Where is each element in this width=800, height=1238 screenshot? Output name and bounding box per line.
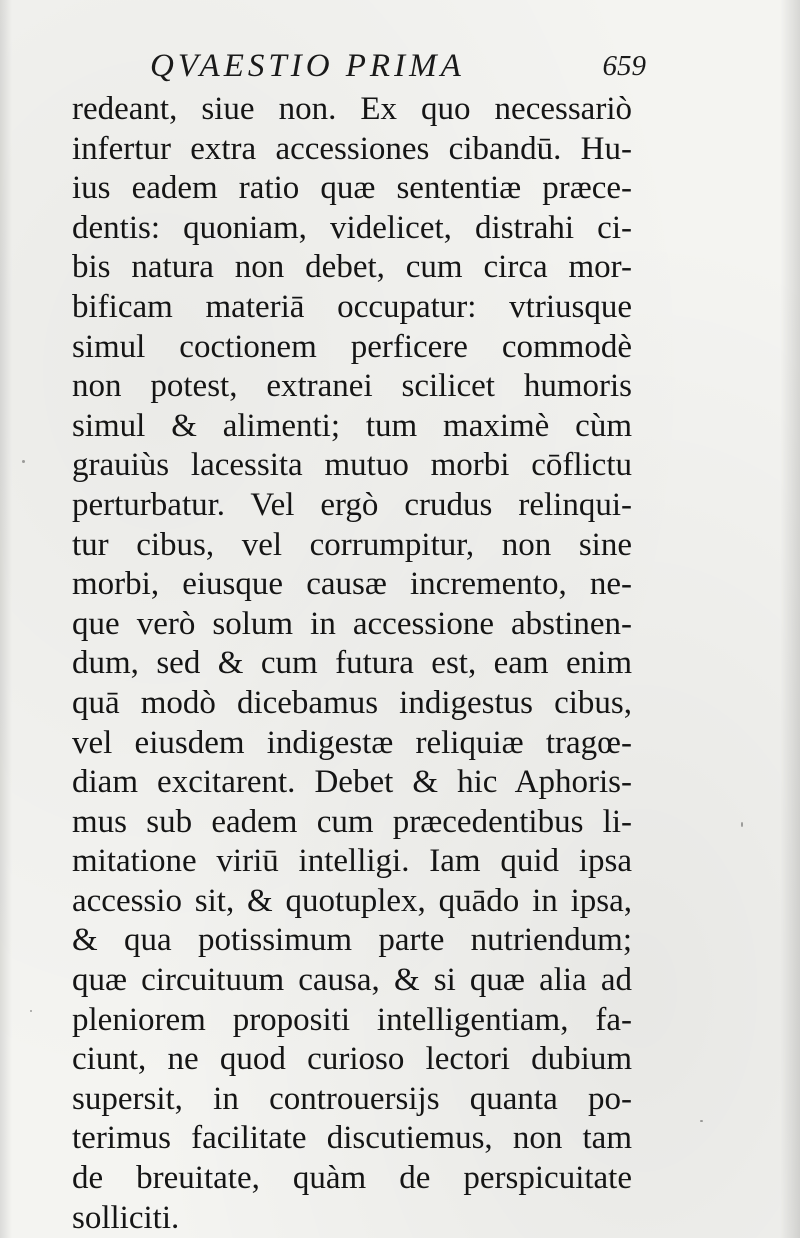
text-line: solliciti. bbox=[72, 1199, 180, 1236]
text-line: mitatione viriū intelligi. Iam quid ipsa bbox=[72, 843, 632, 880]
text-line: supersit, in controuersijs quanta po- bbox=[72, 1080, 632, 1117]
text-line: quæ circuituum causa, & si quæ alia ad bbox=[72, 962, 632, 999]
text-line: & qua potissimum parte nutriendum; bbox=[72, 922, 632, 959]
text-line: terimus facilitate discutiemus, non tam bbox=[72, 1120, 632, 1157]
text-line: mus sub eadem cum præcedentibus li- bbox=[72, 803, 632, 840]
text-line: morbi, eiusque causæ incremento, ne- bbox=[72, 566, 632, 603]
text-line: dum, sed & cum futura est, eam enim bbox=[72, 645, 632, 682]
text-line: bificam materiā occupatur: vtriusque bbox=[72, 288, 632, 325]
text-line: simul & alimenti; tum maximè cùm bbox=[72, 407, 632, 444]
text-line: non potest, extranei scilicet humoris bbox=[72, 368, 632, 405]
running-head-title: QVAESTIO PRIMA bbox=[150, 48, 465, 84]
running-head bbox=[150, 48, 650, 92]
text-line: vel eiusdem indigestæ reliquiæ tragœ- bbox=[72, 724, 632, 761]
paper-speck bbox=[700, 1120, 703, 1122]
text-line: dentis: quoniam, videlicet, distrahi ci- bbox=[72, 209, 632, 246]
text-line: perturbatur. Vel ergò crudus relinqui- bbox=[72, 486, 632, 523]
text-line: simul coctionem perficere commodè bbox=[72, 328, 632, 365]
text-line: de breuitate, quàm de perspicuitate bbox=[72, 1160, 632, 1197]
text-line: redeant, siue non. Ex quo necessariò bbox=[72, 91, 632, 127]
paper-speck bbox=[741, 822, 743, 827]
text-line: quā modò dicebamus indigestus cibus, bbox=[72, 684, 632, 721]
text-line: infertur extra accessiones cibandū. Hu- bbox=[72, 130, 632, 167]
text-line: que verò solum in accessione abstinen- bbox=[72, 605, 632, 642]
paper-speck bbox=[30, 1010, 32, 1012]
text-line: accessio sit, & quotuplex, quādo in ipsa, bbox=[72, 882, 632, 919]
text-line: diam excitarent. Debet & hic Aphoris- bbox=[72, 764, 632, 801]
paper-speck bbox=[22, 460, 25, 463]
text-line: ciunt, ne quod curioso lectori dubium bbox=[72, 1041, 632, 1078]
text-line: bis natura non debet, cum circa mor- bbox=[72, 249, 632, 286]
text-line: pleniorem propositi intelligentiam, fa- bbox=[72, 1001, 632, 1038]
text-line: tur cibus, vel corrumpitur, non sine bbox=[72, 526, 632, 563]
body-text bbox=[72, 90, 632, 1238]
text-line: grauiùs lacessita mutuo morbi cōflictu bbox=[72, 447, 632, 484]
text-line: ius eadem ratio quæ sententiæ præce- bbox=[72, 170, 632, 207]
page-number: 659 bbox=[602, 50, 646, 82]
